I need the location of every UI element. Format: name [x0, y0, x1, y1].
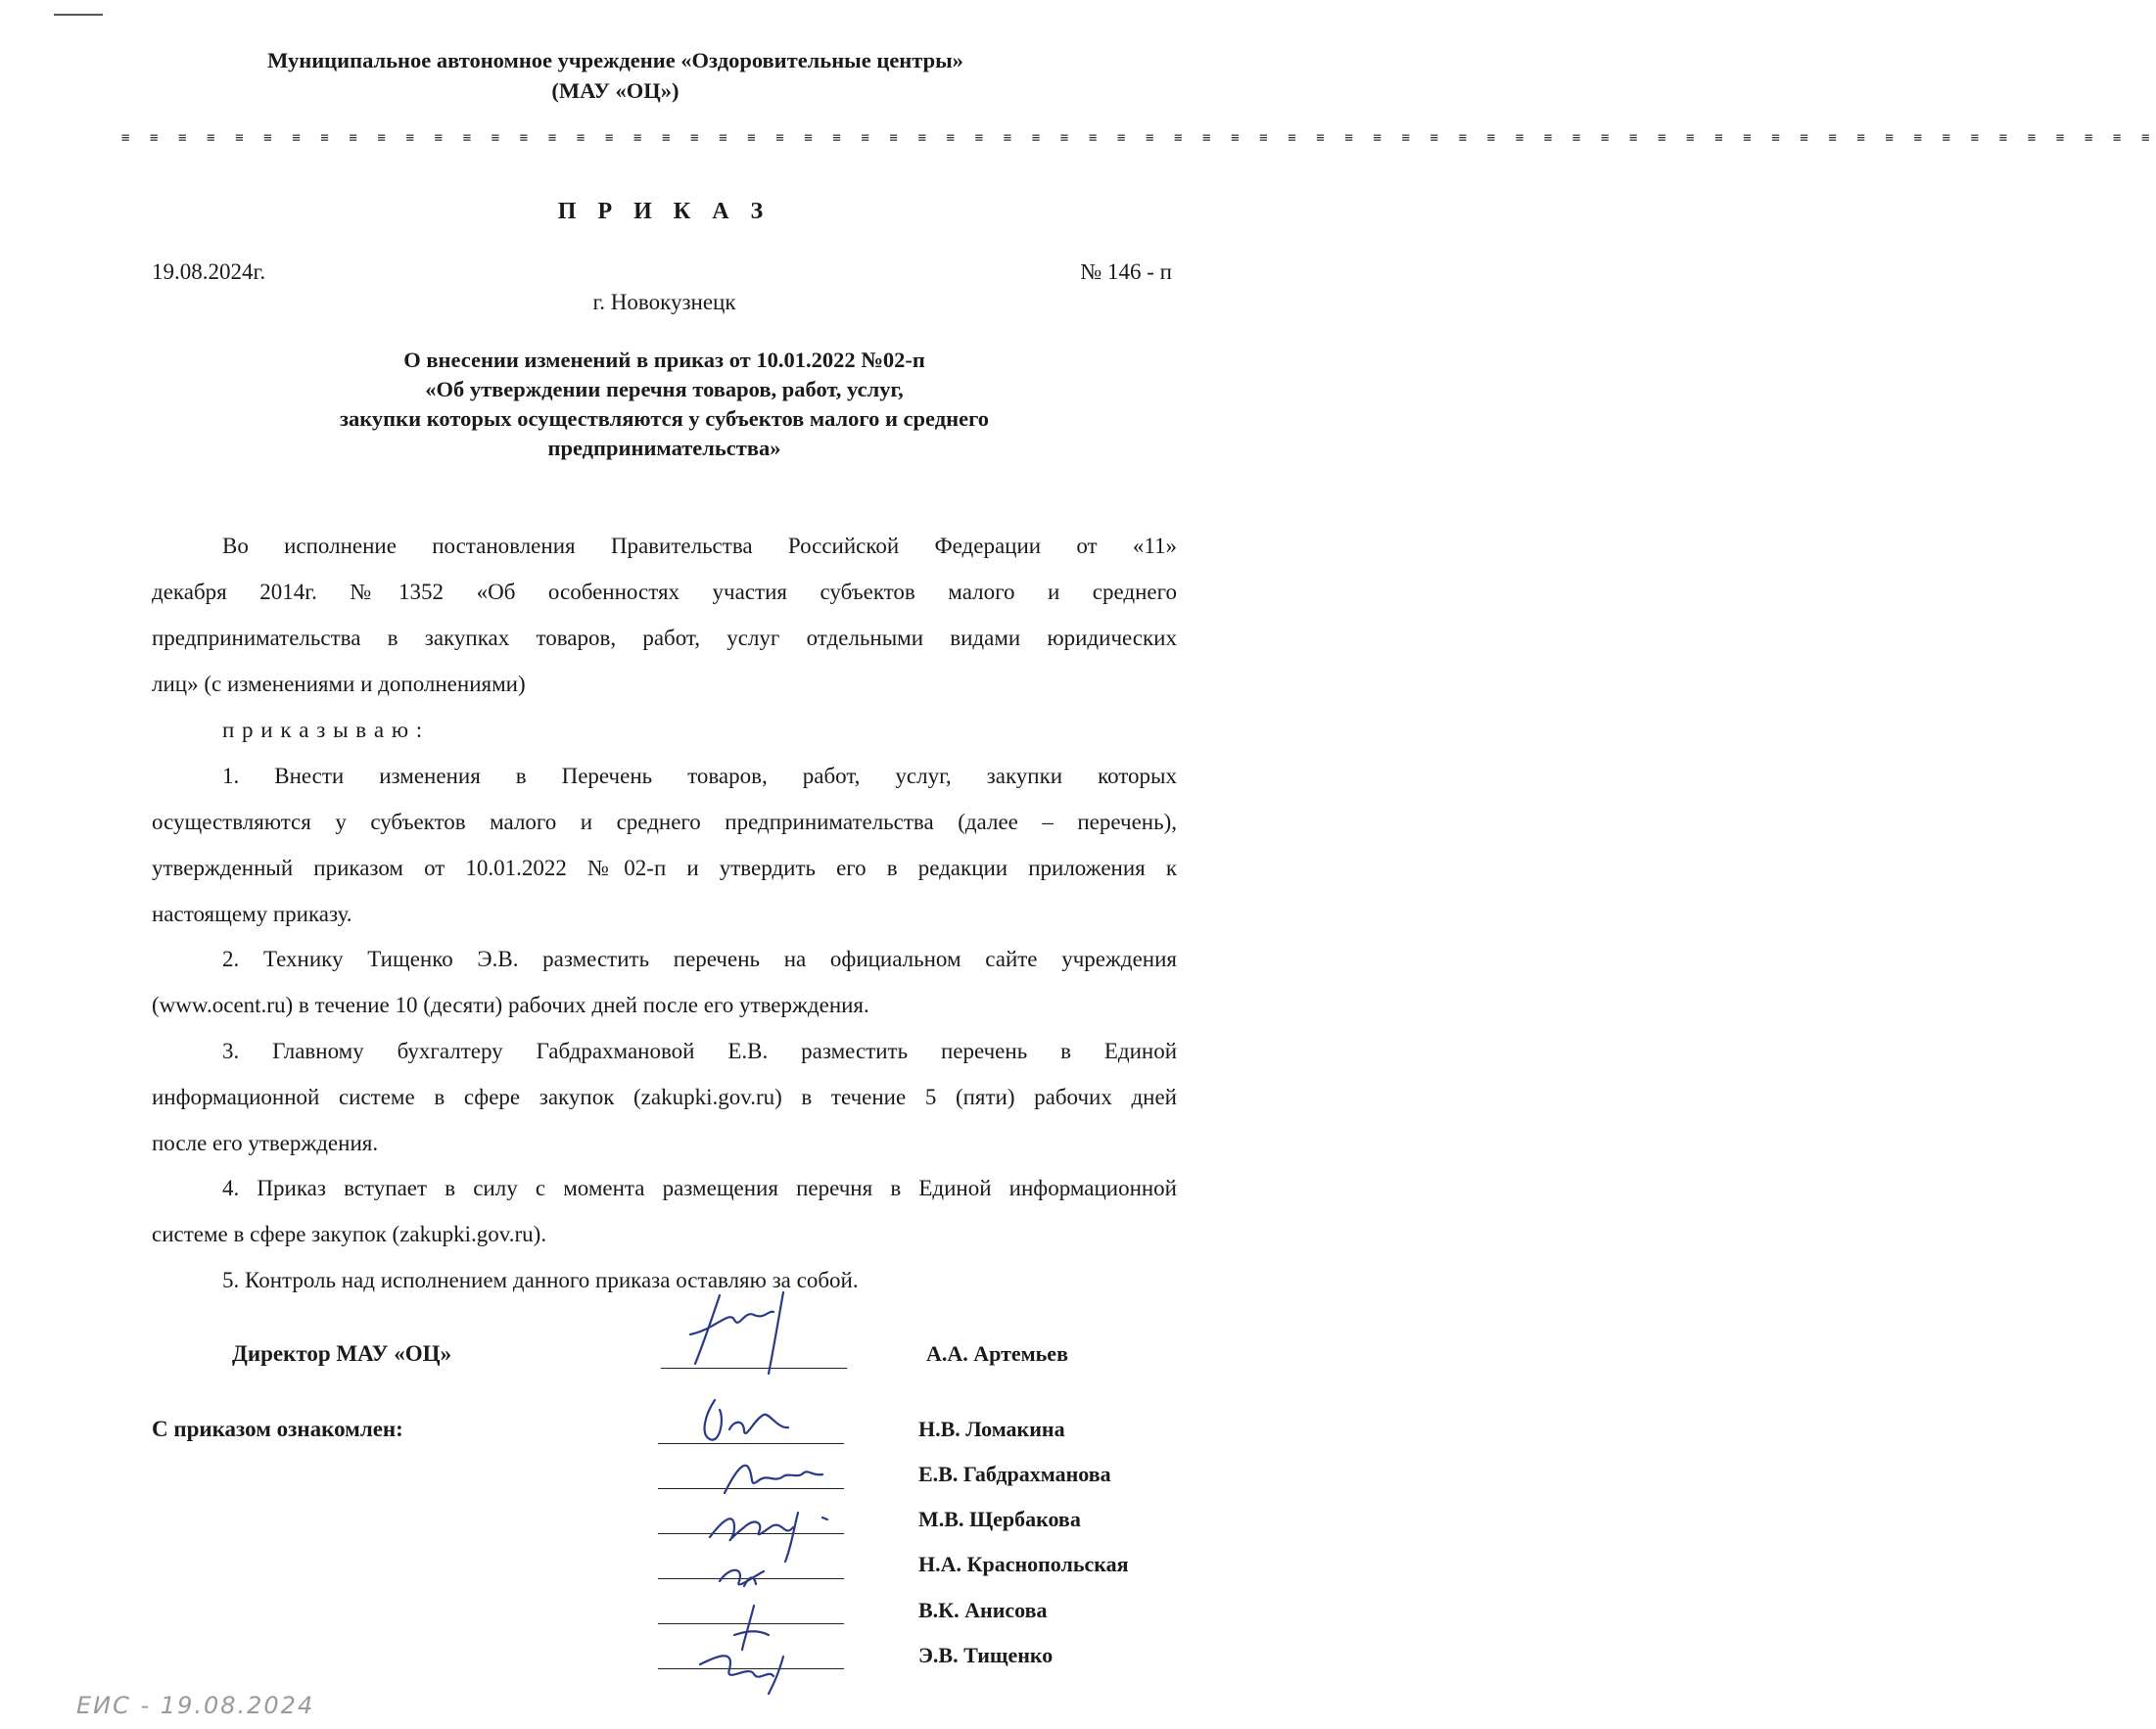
- org-abbreviation: (МАУ «ОЦ»): [551, 78, 680, 103]
- signatory-name: Э.В. Тищенко: [918, 1643, 1054, 1667]
- intro-line: декабря 2014г. №1352 «Об особенностях участия субъектов малого и среднего: [152, 580, 1177, 604]
- item-1-line: 1. Внести изменения в Перечень товаров, работ, услуг, закупки которых: [222, 764, 1177, 788]
- handwritten-note: ЕИС - 19.08.2024: [76, 1692, 315, 1719]
- item-1-line: настоящему приказу.: [152, 902, 352, 926]
- director-name: А.А. Артемьев: [926, 1341, 1068, 1366]
- signatory-name: М.В. Щербакова: [918, 1507, 1081, 1531]
- order-date: 19.08.2024г.: [152, 259, 266, 284]
- item-3-line: после его утверждения.: [152, 1131, 379, 1155]
- subject-line: «Об утверждении перечня товаров, работ, услуг,: [425, 377, 904, 401]
- signatory-name: Н.А. Краснопольская: [918, 1552, 1129, 1576]
- document-title: П Р И К А З: [557, 199, 772, 224]
- item-4-line: 4. Приказ вступает в силу с момента размещения перечня в Единой информационной: [222, 1176, 1177, 1200]
- header-separator: ≡ ≡ ≡ ≡ ≡ ≡ ≡ ≡ ≡ ≡ ≡ ≡ ≡ ≡ ≡ ≡ ≡ ≡ ≡ ≡ ≡ ≡ ≡ ≡ ≡ ≡ ≡ ≡ ≡ ≡ ≡ ≡ ≡ ≡ ≡ ≡ ≡ ≡ ≡ ≡ ≡ ≡ ≡ ≡ ≡ ≡ ≡ ≡ ≡ ≡ ≡ ≡ ≡ ≡ ≡ ≡ ≡ ≡ ≡ ≡ ≡ ≡ ≡ ≡ ≡ ≡ ≡ ≡ ≡ ≡ ≡ ≡: [121, 130, 2156, 146]
- signatory-name: Е.В. Габдрахманова: [918, 1462, 1111, 1486]
- item-1-line: утвержденный приказом от 10.01.2022 №02-п и утвердить его в редакции приложения к: [152, 856, 1177, 880]
- item-2-line: (www.ocent.ru) в течение 10 (десяти) рабочих дней после его утверждения.: [152, 993, 869, 1017]
- subject-line: закупки которых осуществляются у субъектов малого и среднего: [340, 406, 989, 431]
- director-signature: [676, 1290, 852, 1379]
- order-number: № 146 - п: [1080, 259, 1172, 284]
- item-3-line: 3. Главному бухгалтеру Габдрахмановой Е.В. разместить перечень в Единой: [222, 1039, 1177, 1063]
- intro-line: Во исполнение постановления Правительства Российской Федерации от «11»: [222, 534, 1177, 558]
- signatory-name: Н.В. Ломакина: [918, 1417, 1065, 1441]
- org-name: Муниципальное автономное учреждение «Оздоровительные центры»: [267, 48, 963, 72]
- intro-line: лиц» (с изменениями и дополнениями): [152, 672, 526, 696]
- item-3-line: информационной системе в сфере закупок (zakupki.gov.ru) в течение 5 (пяти) рабочих дней: [152, 1085, 1177, 1109]
- acknowledgement-signatures: [676, 1390, 862, 1694]
- order-subject: [196, 346, 1133, 463]
- corner-mark: [54, 14, 103, 16]
- signatory-name: В.К. Анисова: [918, 1598, 1048, 1622]
- order-city: г. Новокузнецк: [592, 290, 736, 314]
- subject-line: О внесении изменений в приказ от 10.01.2022 №02-п: [403, 348, 925, 372]
- item-5-line: 5. Контроль над исполнением данного приказа оставляю за собой.: [222, 1268, 859, 1292]
- item-1-line: осуществляются у субъектов малого и среднего предпринимательства (далее – перечень),: [152, 810, 1177, 834]
- item-4-line: системе в сфере закупок (zakupki.gov.ru).: [152, 1222, 547, 1246]
- director-label: Директор МАУ «ОЦ»: [232, 1341, 452, 1366]
- intro-line: предпринимательства в закупках товаров, работ, услуг отдельными видами юридических: [152, 626, 1177, 650]
- item-2-line: 2. Технику Тищенко Э.В. разместить перечень на официальном сайте учреждения: [222, 947, 1177, 971]
- subject-line: предпринимательства»: [547, 436, 781, 460]
- acknowledgement-label: С приказом ознакомлен:: [152, 1417, 403, 1441]
- order-command: п р и к а з ы в а ю :: [222, 718, 424, 742]
